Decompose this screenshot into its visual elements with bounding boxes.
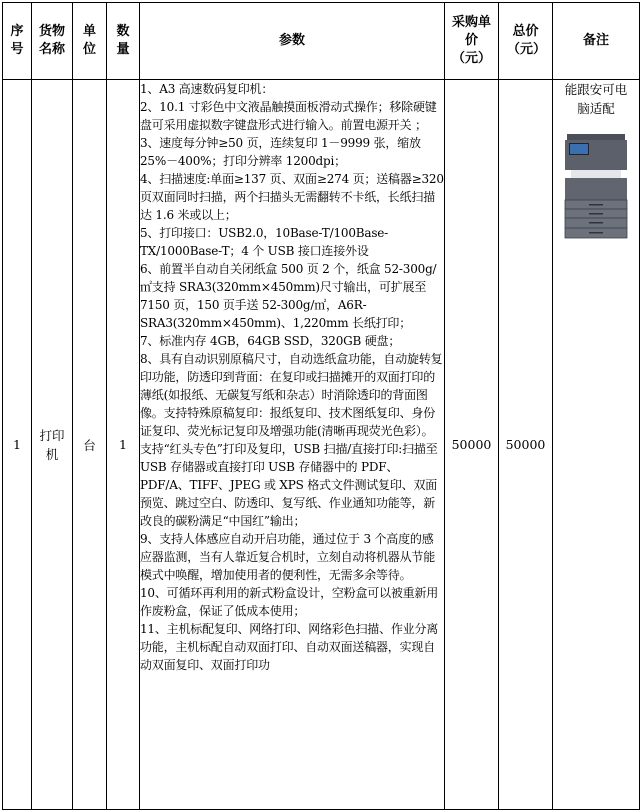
cell-unit-price: 50000 xyxy=(445,80,499,810)
multifunction-printer-icon xyxy=(561,132,631,242)
param-line: 10、可循环再利用的新式粉盒设计，空粉盒可以被重新用作废粉盒，保证了低成本使用； xyxy=(140,586,439,618)
cell-qty: 1 xyxy=(107,80,140,810)
remark-text: 能跟安可电脑适配 xyxy=(564,82,628,116)
cell-params xyxy=(140,80,445,810)
cell-remark xyxy=(553,80,640,810)
cell-unit: 台 xyxy=(73,80,107,810)
cell-name: 打印机 xyxy=(32,80,73,810)
header-unit-price: 采购单价（元） xyxy=(445,3,499,80)
param-line: 9、支持人体感应自动开启功能，通过位于 3 个高度的感应器监测，当有人靠近复合机时，立刻自动将机器从节能模式中唤醒，增加使用者的便利性，无需多余等待。 xyxy=(140,532,436,582)
cell-total: 50000 xyxy=(499,80,553,810)
param-line: 8、具有自动识别原稿尺寸，自动选纸盒功能，自动旋转复印功能，防透印到背面：在复印或扫描摊开的双面打印的薄纸(如报纸、无碳复写纸和杂志）时消除透印的背面图像。支持特殊原稿复印：报纸复印、技术图纸复印、身份证复印、荧光标记复印及增强功能(清晰再现荧光色彩）。支持“红头专色”打印及复印，USB 扫描/直接打印:扫描至 USB 存储器或直接打印 USB 存储器中的 PDF、PDF/A、TIFF、JPEG 或 XPS 格式文件测试复印、双面预览、跳过空白、防透印、复写纸、作业通知功能等，新改良的碳粉满足“中国红”输出； xyxy=(140,352,443,528)
header-row xyxy=(3,3,640,80)
header-params: 参数 xyxy=(140,3,445,80)
param-line: 6、前置半自动自关闭纸盒 500 页 2 个，纸盒 52-300g/㎡支持 SRA3(320mm×450mm)尺寸输出，可扩展至 7150 页，150 页手送 52-300g/㎡，A6R-SRA3(320mm×450mm)、1,220mm 长纸打印； xyxy=(140,262,437,330)
cell-no: 1 xyxy=(3,80,32,810)
table-row xyxy=(3,80,640,810)
param-line: 5、打印接口：USB2.0，10Base-T/100Base-TX/1000Base-T；4 个 USB 接口连接外设 xyxy=(140,226,389,258)
param-line: 2、10.1 寸彩色中文液晶触摸面板滑动式操作；移除硬键盘可采用虚拟数字键盘形式进行输入。前置电源开关 ； xyxy=(140,100,437,132)
header-unit: 单位 xyxy=(73,3,107,80)
param-line: 7、标准内存 4GB，64GB SSD，320GB 硬盘； xyxy=(140,334,401,348)
param-line: 1、A3 高速数码复印机： xyxy=(140,82,274,96)
header-qty: 数量 xyxy=(107,3,140,80)
procurement-table xyxy=(2,2,640,810)
header-total: 总价（元） xyxy=(499,3,553,80)
header-no: 序号 xyxy=(3,3,32,80)
param-line: 11、主机标配复印、网络打印、网络彩色扫描、作业分离功能，主机标配自动双面打印、自动双面送稿器，实现自动双面复印、双面打印功 xyxy=(140,622,439,672)
header-remark: 备注 xyxy=(553,3,640,80)
param-line: 4、扫描速度:单面≥137 页、双面≥274 页；送稿器≥320 页双面同时扫描，两个扫描头无需翻转不卡纸，长纸扫描达 1.6 米或以上； xyxy=(140,172,444,222)
param-line: 3、速度每分钟≥50 页，连续复印 1－9999 张，缩放 25%－400%；打印分辨率 1200dpi； xyxy=(140,136,421,168)
header-name: 货物名称 xyxy=(32,3,73,80)
printer-image xyxy=(561,132,631,242)
